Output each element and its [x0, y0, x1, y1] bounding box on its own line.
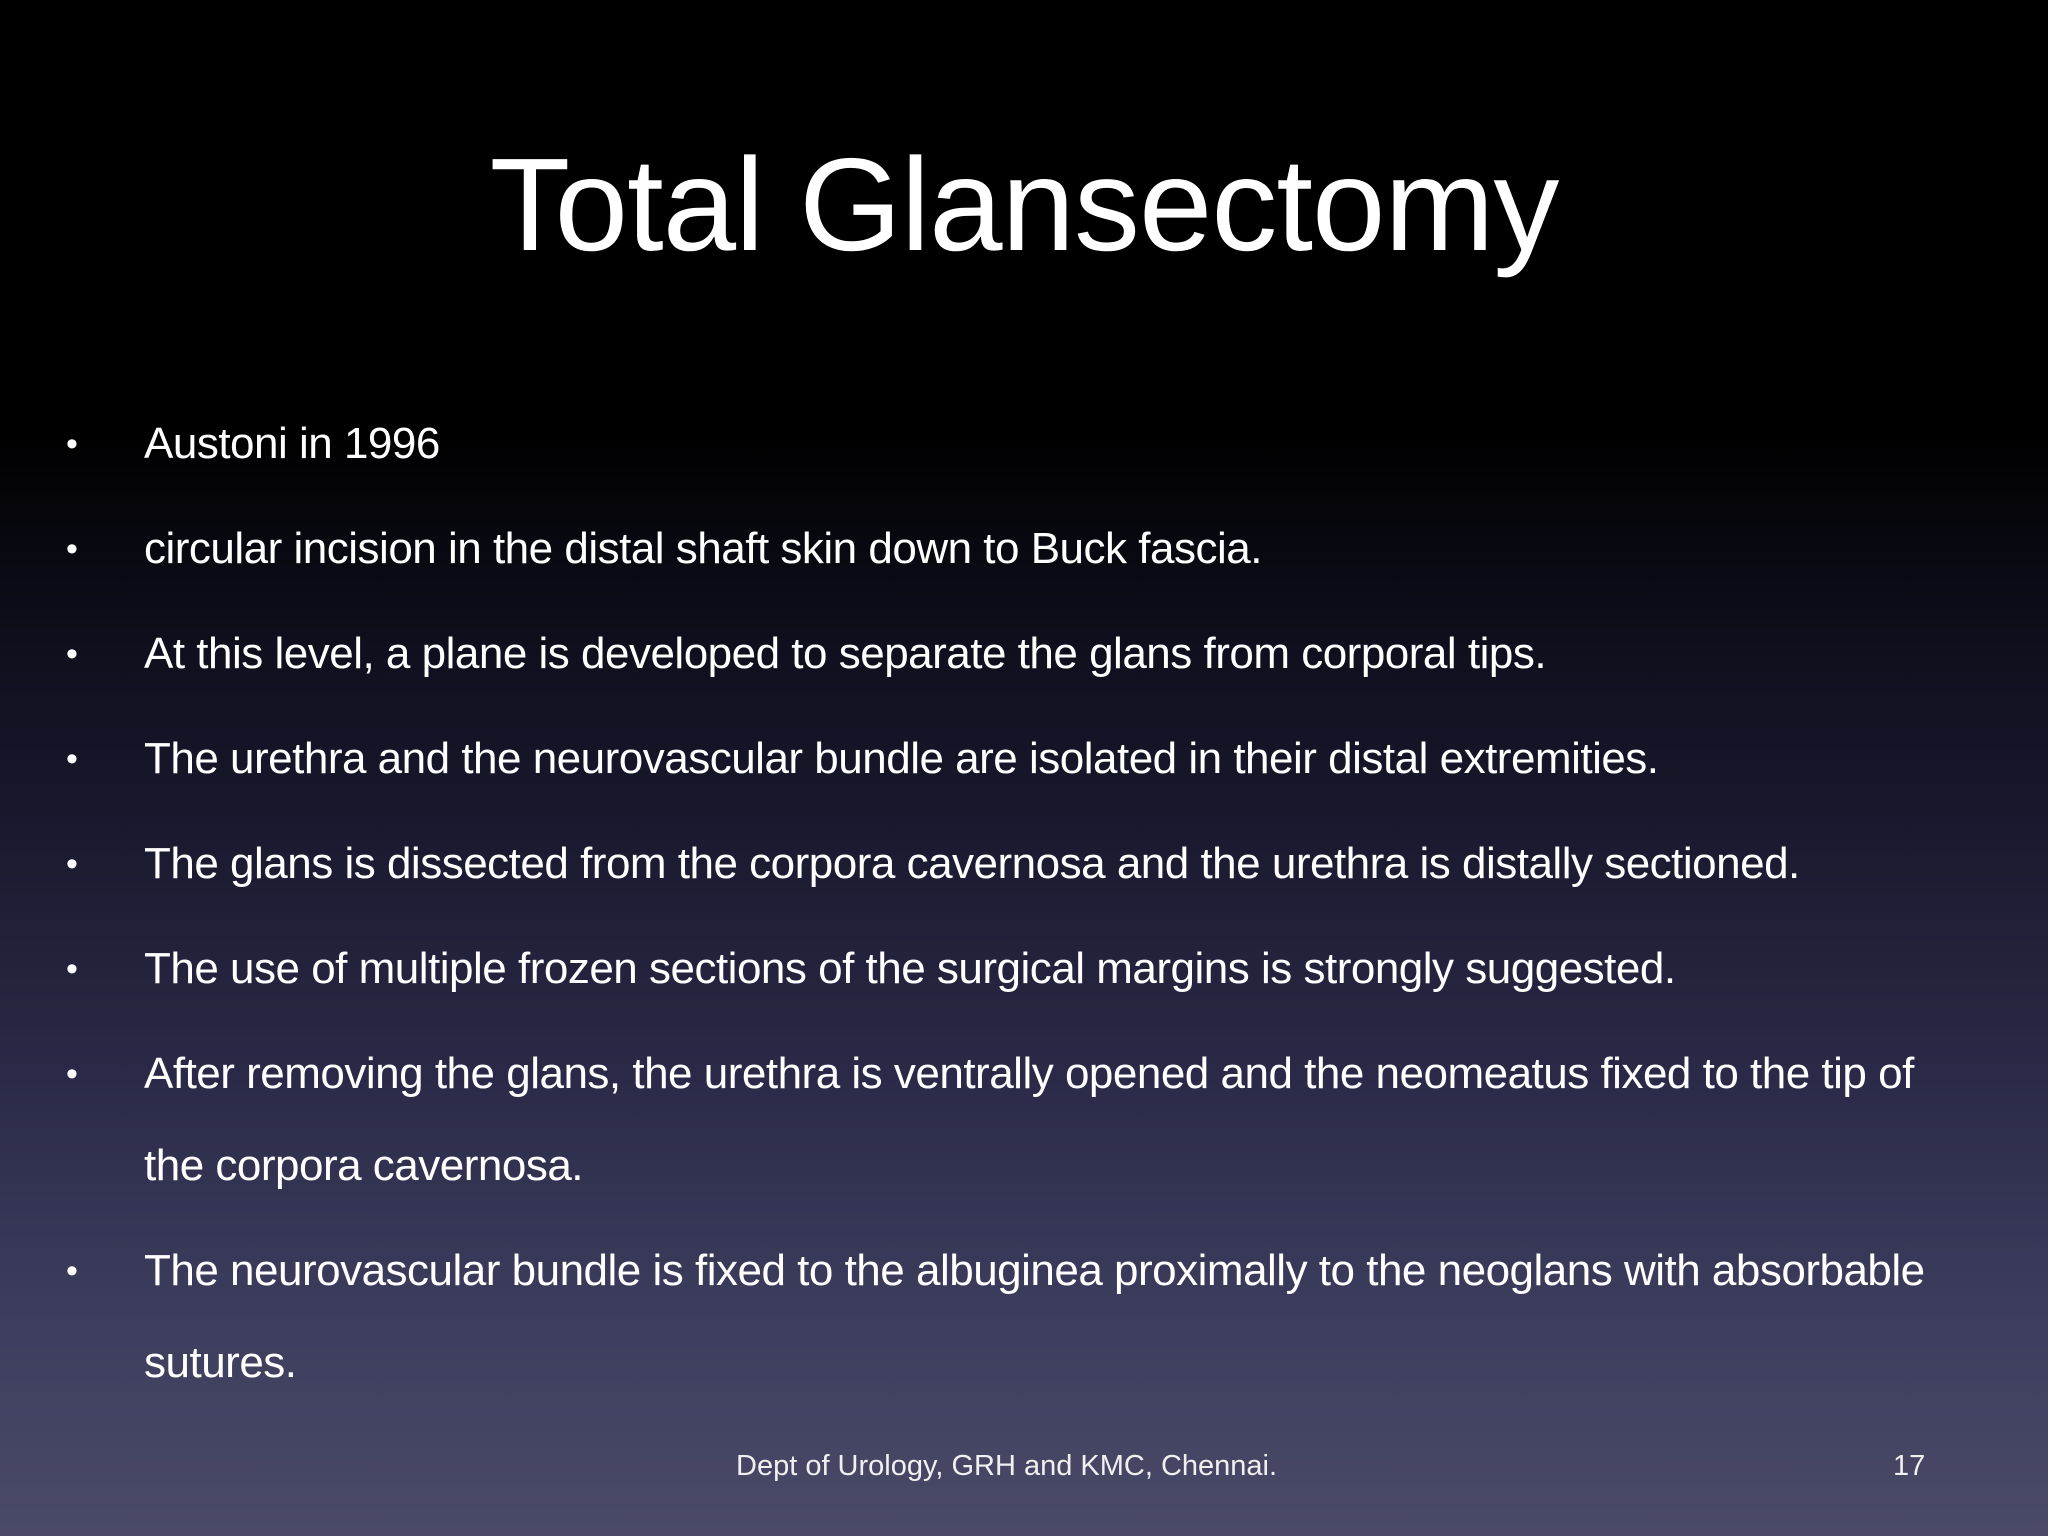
bullet-icon: •: [66, 1252, 78, 1290]
bullet-item: [0, 1225, 1960, 1409]
page-number: 17: [1893, 1450, 1926, 1482]
bullet-item: [0, 398, 1960, 490]
bullet-text: After removing the glans, the urethra is ventrally opened and the neomeatus fixed to the tip of the corpora cavernosa.: [144, 1049, 1914, 1190]
bullet-item: [0, 608, 1960, 700]
slide-footer: Dept of Urology, GRH and KMC, Chennai.: [736, 1450, 1278, 1482]
bullet-text: The neurovascular bundle is fixed to the albuginea proximally to the neoglans with absorbable sutures.: [144, 1246, 1925, 1387]
bullet-item: [0, 923, 1960, 1015]
bullet-icon: •: [66, 845, 78, 883]
bullet-text: At this level, a plane is developed to separate the glans from corporal tips.: [144, 629, 1547, 678]
bullet-list: [0, 398, 1960, 1422]
bullet-text: circular incision in the distal shaft skin down to Buck fascia.: [144, 524, 1262, 573]
bullet-icon: •: [66, 1055, 78, 1093]
bullet-item: [0, 503, 1960, 595]
slide-title: Total Glansectomy: [489, 131, 1559, 278]
bullet-icon: •: [66, 950, 78, 988]
bullet-icon: •: [66, 635, 78, 673]
bullet-text: The use of multiple frozen sections of the surgical margins is strongly suggested.: [144, 944, 1676, 993]
bullet-text: The glans is dissected from the corpora cavernosa and the urethra is distally sectioned.: [144, 839, 1800, 888]
bullet-icon: •: [66, 530, 78, 568]
bullet-item: [0, 1028, 1960, 1212]
bullet-text: The urethra and the neurovascular bundle are isolated in their distal extremities.: [144, 734, 1659, 783]
bullet-icon: •: [66, 740, 78, 778]
bullet-icon: •: [66, 425, 78, 463]
bullet-item: [0, 713, 1960, 805]
bullet-text: Austoni in 1996: [144, 419, 440, 468]
bullet-item: [0, 818, 1960, 910]
